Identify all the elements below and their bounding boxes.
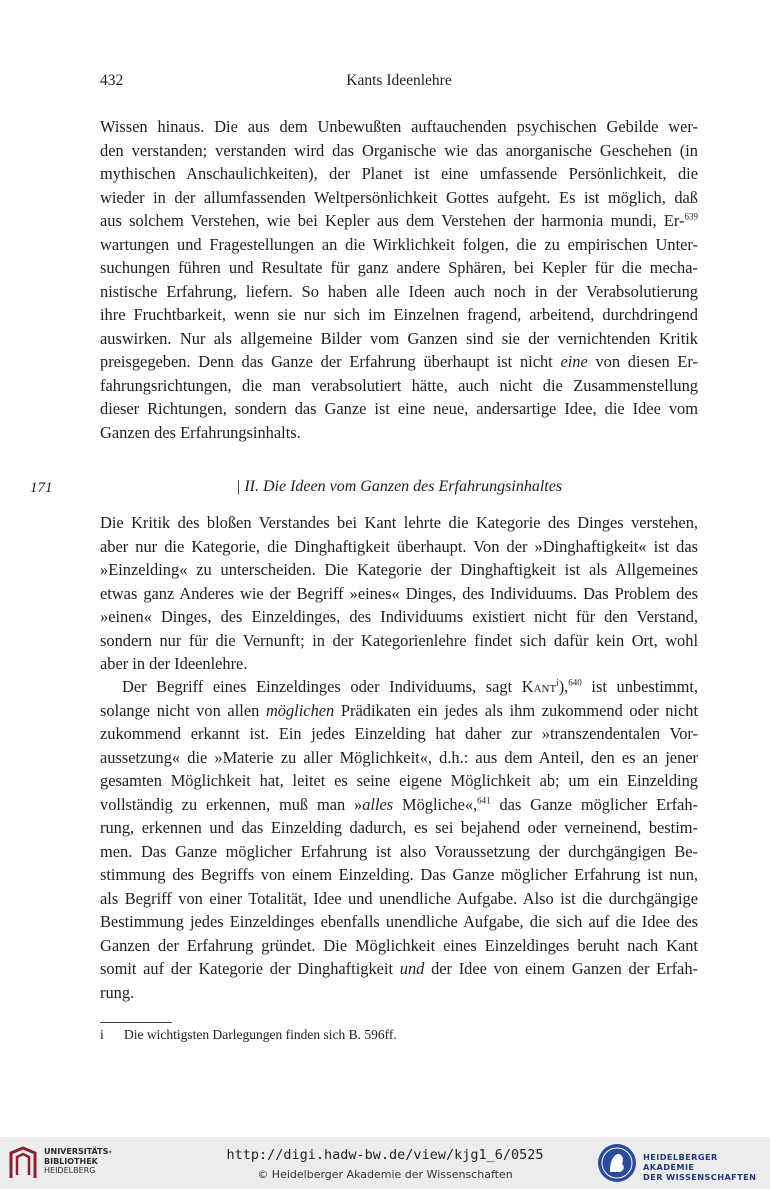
paragraph-3 — [100, 675, 698, 1004]
text-line: fahrungsrichtungen, die man verabsolutiert hätte, auch nicht die Zusammenstellung — [100, 375, 698, 395]
text-line: aber in der Ideenlehre. — [100, 654, 248, 673]
text-line: Ganzen des Erfahrungsinhalts. — [100, 422, 301, 442]
text-line: wartungen und Fragestellungen an die Wirklichkeit folgen, die zu empirischen Unter- — [100, 234, 698, 254]
text-line: sondern nur für die Vernunft; in der Kategorienlehre findet sich dafür kein Ort, wohl — [100, 630, 698, 650]
footnote-text: Die wichtigsten Darlegungen finden sich B. 596ff. — [124, 1027, 397, 1042]
text-line: solange nicht von allen möglichen Prädikaten ein jedes als ihm zukommend oder nicht — [100, 700, 698, 720]
footnote — [100, 1027, 698, 1043]
text-line: wieder in der allumfassenden Weltpersönlichkeit Gottes aufgeht. Es ist möglich, daß — [100, 187, 698, 207]
academy-seal-icon — [596, 1142, 638, 1184]
text-line: als Begriff von einer Totalität, Idee und unendliche Aufgabe. Also ist die durchgängige — [100, 888, 698, 908]
academy-name: HEIDELBERGER AKADEMIE DER WISSENSCHAFTEN — [643, 1152, 757, 1182]
running-head — [100, 72, 698, 92]
margin-page-number: 171 — [30, 480, 53, 496]
text-line: aber nur die Kategorie, die Dinghaftigkeit überhaupt. Von der »Dinghaftigkeit« ist das — [100, 536, 698, 556]
digitization-footer — [0, 1137, 770, 1189]
text-line: »Einzelding« zu unterscheiden. Die Kategorie der Dinghaftigkeit ist als Allgemeines — [100, 560, 698, 579]
text-line: gesamten Möglichkeit hat, leitet es seine eigene Möglichkeit ab; um ein Einzelding — [100, 771, 698, 790]
text-line: ihre Fruchtbarkeit, wenn sie nur sich im Einzelnen fragend, arbeitend, durchdringend — [100, 305, 698, 324]
text-line: aussetzung« die »Materie zu aller Möglichkeit«, d.h.: aus dem Anteil, den es an jener — [100, 747, 698, 767]
text-line: zukommend erkannt ist. Ein jedes Einzelding hat daher zur »transzendentalen Vor- — [100, 724, 698, 743]
footnote-rule — [100, 1022, 172, 1023]
text-line: den verstanden; verstanden wird das Organische wie das anorganische Geschehen (in — [100, 140, 698, 160]
text-line: aus solchem Verstehen, wie bei Kepler aus dem Verstehen der harmonia mundi, Er-$^{639}$ — [100, 211, 699, 230]
text-line: rung. — [100, 982, 135, 1002]
paragraph-2 — [100, 511, 698, 676]
copyright-notice: © Heidelberger Akademie der Wissenschaften — [257, 1168, 513, 1181]
text-line: Die Kritik des bloßen Verstandes bei Kant lehrte die Kategorie des Dinges verstehen, — [100, 513, 698, 532]
section-heading: | II. Die Ideen vom Ganzen des Erfahrungsinhaltes — [235, 478, 563, 495]
text-line: dieser Richtungen, sondern das Ganze ist eine neue, andersartige Idee, die Idee vom — [100, 399, 698, 418]
text-line: somit auf der Kategorie der Dinghaftigkeit und der Idee von einem Ganzen der Erfah- — [100, 959, 698, 978]
text-line: nistische Erfahrung, liefern. So haben alle Ideen auch noch in der Verabsolutierung — [100, 281, 698, 301]
text-line: stimmung des Begriffs von einem Einzelding. Das Ganze möglicher Erfahrung ist nun, — [100, 865, 698, 884]
text-line: Wissen hinaus. Die aus dem Unbewußten auftauchenden psychischen Gebilde wer- — [100, 117, 698, 136]
text-line: suchungen führen und Resultate für ganz andere Sphären, bei Kepler für die mecha- — [100, 258, 698, 277]
footnote-mark: i — [100, 1027, 104, 1042]
text-line: Ganzen der Erfahrung gründet. Die Möglichkeit eines Einzeldinges beruht nach Kant — [100, 935, 698, 955]
text-line: »einen« Dinges, des Einzeldinges, des Individuums existiert nicht für den Verstand, — [100, 607, 698, 626]
running-title: Kants Ideenlehre — [346, 72, 452, 89]
page-number: 432 — [100, 72, 124, 89]
text-line: rung, erkennen und das Einzelding dadurch, es sei bejahend oder verneinend, bestim- — [100, 818, 698, 837]
text-line: auswirken. Nur als allgemeine Bilder vom Ganzen sind sie der vernichtenden Kritik — [100, 328, 698, 348]
text-line: Der Begriff eines Einzeldinges oder Individuums, sagt Kant$^i$),$^{640}$ ist unbestimmt, — [122, 677, 698, 696]
text-line: Bestimmung jedes Einzeldinges ebenfalls unendliche Aufgabe, die sich auf die Idee des — [100, 912, 698, 931]
text-line: men. Das Ganze möglicher Erfahrung ist also Voraussetzung der durchgängigen Be- — [100, 841, 698, 861]
university-library-name: UNIVERSITÄTS- BIBLIOTHEK HEIDELBERG — [44, 1147, 112, 1175]
text-line: vollständig zu erkennen, muß man »alles Mögliche«,$^{641}$ das Ganze möglicher Erfah- — [100, 794, 698, 814]
permalink-url[interactable]: http://digi.hadw-bw.de/view/kjg1_6/0525 — [226, 1147, 544, 1163]
paragraph-1 — [100, 115, 698, 444]
text-line: mythischen Anschaulichkeiten), der Planet ist eine umfassende Persönlichkeit, die — [100, 164, 698, 183]
text-line: etwas ganz Anderes wie der Begriff »eines« Dinges, des Individuums. Das Problem des — [100, 583, 698, 603]
text-line: preisgegeben. Denn das Ganze der Erfahrung überhaupt ist nicht eine von diesen Er- — [100, 352, 698, 371]
